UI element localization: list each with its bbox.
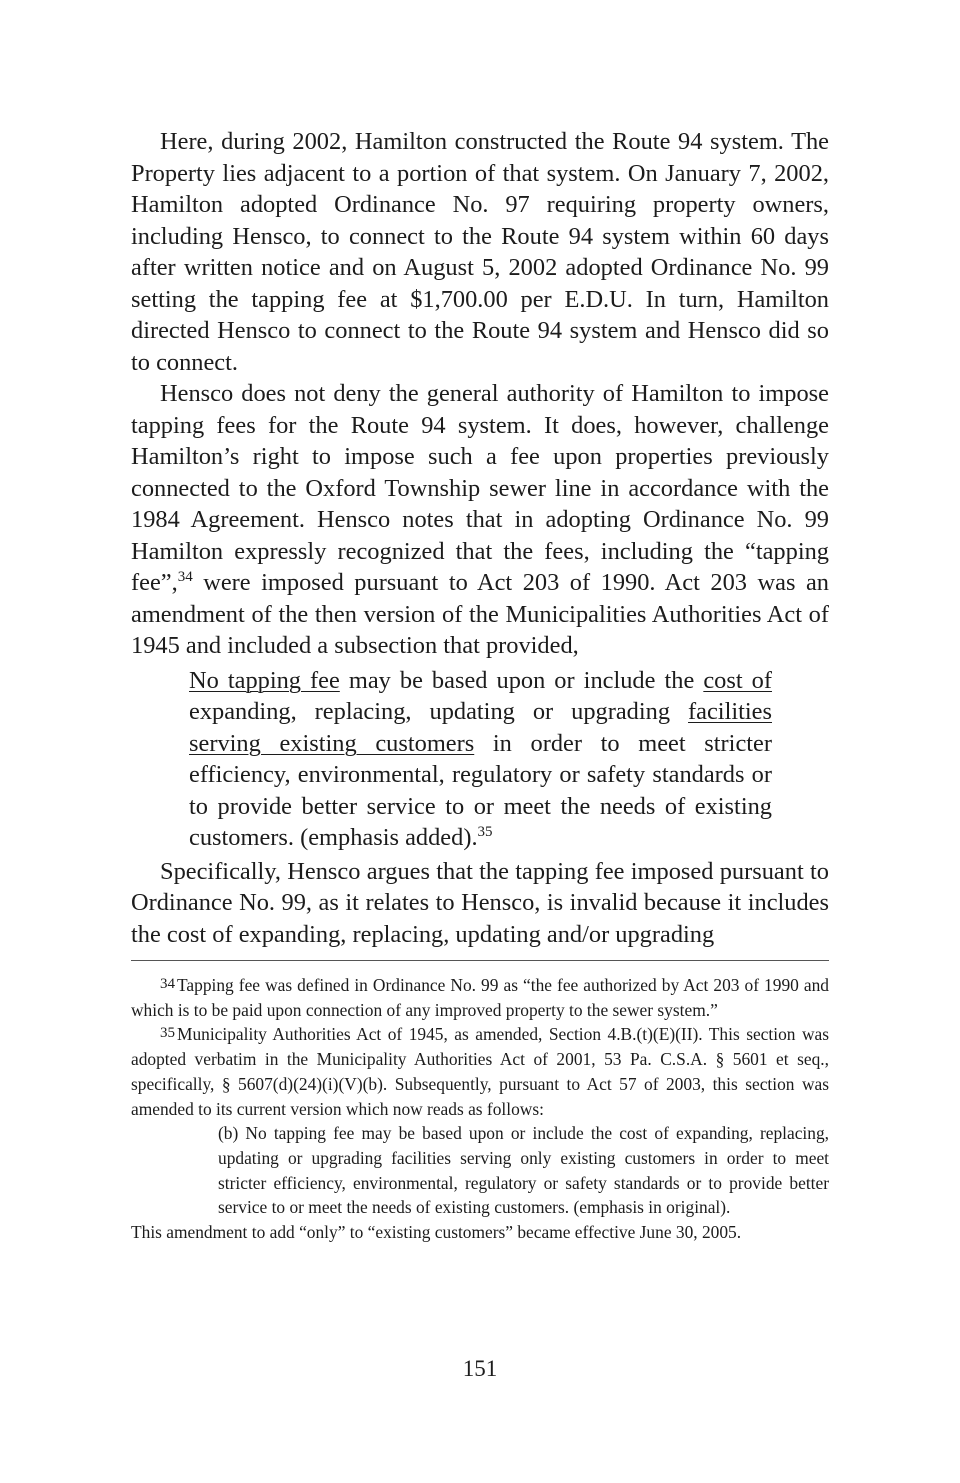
footnote-34-text: Tapping fee was defined in Ordinance No. 99 as “the fee authorized by Act 203 of 1990 and which is to be paid upon connection of any improved property to the sewer system.” — [131, 975, 829, 1020]
footnote-ref-34: 34 — [177, 569, 193, 585]
footnote-35 — [131, 1022, 829, 1121]
footnotes — [131, 973, 829, 1245]
page-number: 151 — [462, 1356, 498, 1381]
footnote-divider — [131, 960, 829, 961]
paragraph-2-part-2: were imposed pursuant to Act 203 of 1990. Act 203 was an amendment of the then version of the Municipalities Authorities Act of 1945 and included a subsection that provided, — [131, 569, 829, 659]
body-text — [131, 126, 829, 950]
quote-underline-2: cost of — [703, 666, 772, 694]
footnote-35-after: This amendment to add “only” to “existing customers” became effective June 30, 2005. — [131, 1222, 742, 1243]
quote-underline-1: No tapping fee — [189, 666, 340, 694]
footnote-35-text: Municipality Authorities Act of 1945, as amended, Section 4.B.(t)(E)(II). This section was adopted verbatim in the Municipality Authorities Act of 2001, 53 Pa. C.S.A. § 5601 et seq., specifically, § 5607(d)(24)(i)(V)(b). Subsequently, pursuant to Act 57 of 2003, this section was amended to its current version which now reads as follows: — [131, 1024, 829, 1119]
quote-text-3: in order to meet stricter efficiency, environmental, regulatory or safety standards or to provide better service to or meet the needs of existing customers. (emphasis added). — [189, 729, 772, 851]
paragraph-2 — [131, 378, 829, 662]
quote-text-2: expanding, replacing, updating or upgrading — [189, 698, 689, 725]
paragraph-1: Here, during 2002, Hamilton constructed the Route 94 system. The Property lies adjacent to a portion of that system. On January 7, 2002, Hamilton adopted Ordinance No. 97 requiring property owners, including Hensco, to connect to the Route 94 system within 60 days after written notice and on August 5, 2002 adopted Ordinance No. 99 setting the tapping fee at $1,700.00 per E.D.U. In turn, Hamilton directed Hensco to connect to the Route 94 system and Hensco did so to connect. — [131, 128, 829, 376]
footnote-ref-35: 35 — [477, 824, 493, 840]
footnote-34-mark: 34 — [160, 976, 175, 992]
paragraph-3: Specifically, Hensco argues that the tapping fee imposed pursuant to Ordinance No. 99, as it relates to Hensco, is invalid because it includes the cost of expanding, replacing, updating and/or upgrading — [131, 857, 829, 948]
quote-text-1: may be based upon or include the — [339, 666, 704, 694]
footnote-34 — [131, 973, 829, 1022]
block-quote — [189, 665, 772, 854]
footnote-35-quote: (b) No tapping fee may be based upon or include the cost of expanding, replacing, updating or upgrading facilities serving only existing customers in order to meet stricter efficiency, environmental, regulatory or safety standards or to provide better service to or meet the needs of existing customers. (emphasis in original). — [218, 1123, 829, 1218]
paragraph-2-part-1: Hensco does not deny the general authority of Hamilton to impose tapping fees for the Route 94 system. It does, however, challenge Hamilton’s right to impose such a fee upon properties previously connected to the Oxford Township sewer line in accordance with the 1984 Agreement. Hensco notes that in adopting Ordinance No. 99 Hamilton expressly recognized that the fees, including the “tapping fee”, — [131, 380, 829, 596]
page-content — [131, 126, 829, 1245]
footnote-35-mark: 35 — [160, 1025, 175, 1042]
quote-underline-3: facilities serving existing customers — [189, 698, 772, 757]
